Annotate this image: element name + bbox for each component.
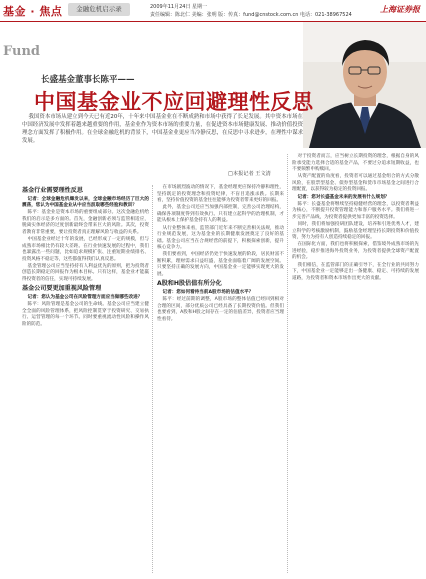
issue-date: 2009年11月24日 星期一 xyxy=(150,4,208,10)
section-subtitle: Fund xyxy=(3,44,40,59)
article-column-2 xyxy=(157,185,284,324)
newspaper-logo: 上海证券报 xyxy=(380,5,420,14)
body-paragraph: 陈平：经过前期的调整，A股市场的整体估值已经回到相对合理的区间，部分优质公司已经具备了长期投资价值。但我们也要看到，A股和H股之间存在一定的估值差异，投资者应当理性看待。 xyxy=(157,297,284,322)
section-title: 基金 · 焦点 xyxy=(3,5,63,18)
article-kicker: 长盛基金董事长陈平—— xyxy=(41,75,135,85)
section-heading: 基金行业需要理性反思 xyxy=(22,187,83,194)
body-paragraph: 从资产配置的角度看，投资者可以通过基金组合的方式分散风险，在股票型基金、债券型基金和货币市场基金之间进行合理配置，以获得较为稳定的投资回报。 xyxy=(292,174,419,193)
portrait-photo xyxy=(303,22,426,148)
column-divider xyxy=(152,185,153,573)
article-lead: 我国资本市场从建立到今天已有近20年，十年来中国基金业在不断成熟和市场中获得了长足发展。其中资本市场在中国经济发展中发挥着越来越重要的作用，基金业作为资本市场的重要力量，在促进资本市场健康发展、推动价值投资理念方面发挥了积极作用。在全球金融危机的背景下，中国基金业更应当冷静反思，在反思中寻求进步，在理性中谋求发展。 xyxy=(22,114,303,145)
body-paragraph: 同时，我们将加强投研团队建设，培养和引进优秀人才，建立科学的考核激励机制，鼓励基金经理坚持长期投资和价值投资，努力为持有人创造持续稳定的回报。 xyxy=(292,222,419,241)
editor-info: 责任编辑：陈北仁 美编：张明 版：传真：fund@cnstock.com.cn 电话：021-38967524 xyxy=(150,12,352,18)
body-paragraph: 从行业整体来看，监管部门近年来不断完善相关法规，推动行业规范发展，这为基金业的长期健康发展奠定了良好的基础。基金公司应当在合规经营的前提下，积极探索创新，提升核心竞争力。 xyxy=(157,225,284,251)
body-paragraph: 对于投资者而言，应当树立长期投资的理念，根据自身的风险承受能力选择合适的基金产品，不要过分追求短期收益，也不要频繁申购赎回。 xyxy=(292,154,419,172)
column-tab: 金融危机启示录 xyxy=(68,3,130,16)
section-heading: 基金公司要更加重视风险管理 xyxy=(22,285,102,293)
article-byline: □本报记者 王文清 xyxy=(228,171,271,177)
interview-question: 记者：您如何看待当前A股市场的估值水平？ xyxy=(162,289,254,295)
section-heading: A股和H股估值有所分化 xyxy=(157,280,222,288)
body-paragraph: 在国际化方面，我们也将积极探索，借鉴境外成熟市场的先进经验，稳步推进海外投资业务，为投资者提供全球资产配置的机会。 xyxy=(292,242,419,261)
body-paragraph: 陈平：风险管理是基金公司的生命线。基金公司应当建立健全全面的风险管理体系，把风险控制贯穿于投资研究、交易执行、运营管理的每一个环节。同时要重视流动性风险和操作风险的防范。 xyxy=(22,302,149,327)
body-paragraph: 在市场剧烈波动的情况下，基金经理更应保持冷静和理性，坚持既定的投资理念和投资纪律，不盲目追涨杀跌。长期来看，坚持价值投资的基金往往能够为投资者带来更好的回报。 xyxy=(157,185,284,203)
article-headline: 中国基金业不应回避理性反思 xyxy=(34,90,314,114)
interview-question: 记者：您认为基金公司在风险管理方面应当做哪些改进？ xyxy=(27,294,143,300)
column-divider xyxy=(287,154,288,573)
body-paragraph: 基金管理公司应当坚持持有人利益优先的原则，把为投资者创造长期稳定的回报作为根本目标。只有这样，基金业才能赢得投资者的信任，实现可持续发展。 xyxy=(22,263,149,282)
body-paragraph: 我们相信，在监管部门的正确引导下，在全行业的共同努力下，中国基金业一定能够走出一条健康、稳定、可持续的发展道路，为投资者和资本市场作出更大的贡献。 xyxy=(292,262,419,281)
body-paragraph: 我们要看到，中国经济仍处于快速发展的阶段，居民财富不断积累，理财需求日益旺盛，基金业面临着广阔的发展空间。只要坚持正确的发展方向，中国基金业一定能够实现更大的发展。 xyxy=(157,252,284,277)
body-paragraph: 中国基金业经过十年的发展，已经形成了一定的规模，但与成熟市场相比仍有较大差距。在行业快速发展的过程中，我们也暴露出一些问题，比如追求规模扩张、注重短期业绩排名、投资风格不稳定等，这些都值得我们认真反思。 xyxy=(22,237,149,262)
body-paragraph: 陈平：长盛基金将继续坚持稳健经营的理念，以投资者利益为核心，不断提升投资管理能力和客户服务水平。我们将进一步完善产品线，为投资者提供更加丰富的投资选择。 xyxy=(292,201,419,220)
portrait-image xyxy=(303,22,426,148)
article-column-1 xyxy=(22,185,149,329)
interview-question: 记者：全球金融危机爆发以来，全球金融市场经历了巨大的震荡，您认为中国基金业从中应当汲取哪些经验和教训？ xyxy=(22,196,149,208)
interview-question: 记者：您对长盛基金未来的发展有什么规划？ xyxy=(297,194,390,200)
body-paragraph: 陈平：基金业是资本市场的重要组成部分。这次金融危机给我们的启示是多方面的。首先，金融创新必须与监管相适应，脱离实体经济的过度创新最终会带来巨大的风险。其次，投资者教育非常重要，要让投资者真正理解风险与收益的关系。 xyxy=(22,210,149,235)
body-paragraph: 此外，基金公司还应当加强内部控制，完善公司治理结构，确保各项制度得到有效执行。只有建立起科学的治理机制，才能从根本上保护基金持有人的利益。 xyxy=(157,205,284,224)
article-column-3 xyxy=(292,154,419,283)
